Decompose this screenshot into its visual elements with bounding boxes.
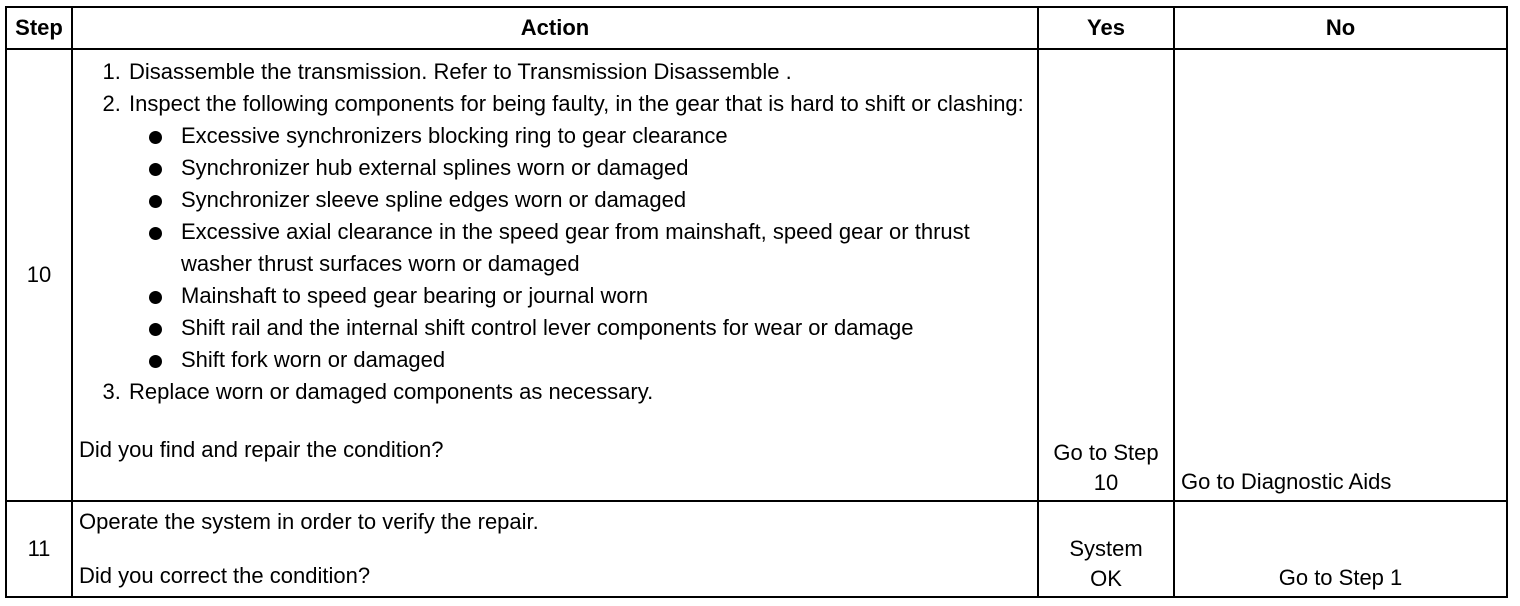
yes-cell xyxy=(1038,501,1174,597)
list-item: Synchronizer hub external splines worn or damaged xyxy=(181,152,1031,184)
yes-line-2: OK xyxy=(1090,566,1122,591)
action-question: Did you correct the condition? xyxy=(79,563,371,588)
step-number: 11 xyxy=(6,501,72,597)
component-list xyxy=(129,120,1031,376)
action-step-2-text: Inspect the following components for being faulty, in the gear that is hard to shift or clashing: xyxy=(129,91,1024,116)
list-item: Mainshaft to speed gear bearing or journal worn xyxy=(181,280,1031,312)
header-action: Action xyxy=(72,7,1038,49)
action-step-1: 1. Disassemble the transmission. Refer to Transmission Disassemble . xyxy=(127,56,1031,88)
header-row xyxy=(6,7,1507,49)
table-row xyxy=(6,49,1507,501)
list-item: Excessive axial clearance in the speed gear from mainshaft, speed gear or thrust washer thrust surfaces worn or damaged xyxy=(181,216,1031,280)
list-item: Excessive synchronizers blocking ring to gear clearance xyxy=(181,120,1031,152)
no-cell: Go to Diagnostic Aids xyxy=(1174,49,1507,501)
table-row xyxy=(6,501,1507,597)
header-no: No xyxy=(1174,7,1507,49)
no-cell: Go to Step 1 xyxy=(1174,501,1507,597)
step-number: 10 xyxy=(6,49,72,501)
list-item: Synchronizer sleeve spline edges worn or damaged xyxy=(181,184,1031,216)
action-step-2 xyxy=(127,88,1031,376)
list-item: Shift fork worn or damaged xyxy=(181,344,1031,376)
action-step-3: 3. Replace worn or damaged components as necessary. xyxy=(127,376,1031,408)
action-question: Did you find and repair the condition? xyxy=(79,437,444,462)
action-steps xyxy=(79,56,1031,408)
action-instruction: Operate the system in order to verify the repair. xyxy=(79,509,539,534)
header-step: Step xyxy=(6,7,72,49)
yes-line-1: System xyxy=(1069,536,1143,561)
action-cell xyxy=(72,501,1038,597)
yes-line-2: 10 xyxy=(1093,470,1119,495)
action-cell xyxy=(72,49,1038,501)
yes-line-1: Go to Step xyxy=(1053,440,1159,465)
list-item: Shift rail and the internal shift control lever components for wear or damage xyxy=(181,312,1031,344)
diagnostic-table xyxy=(5,6,1508,598)
yes-cell xyxy=(1038,49,1174,501)
header-yes: Yes xyxy=(1038,7,1174,49)
